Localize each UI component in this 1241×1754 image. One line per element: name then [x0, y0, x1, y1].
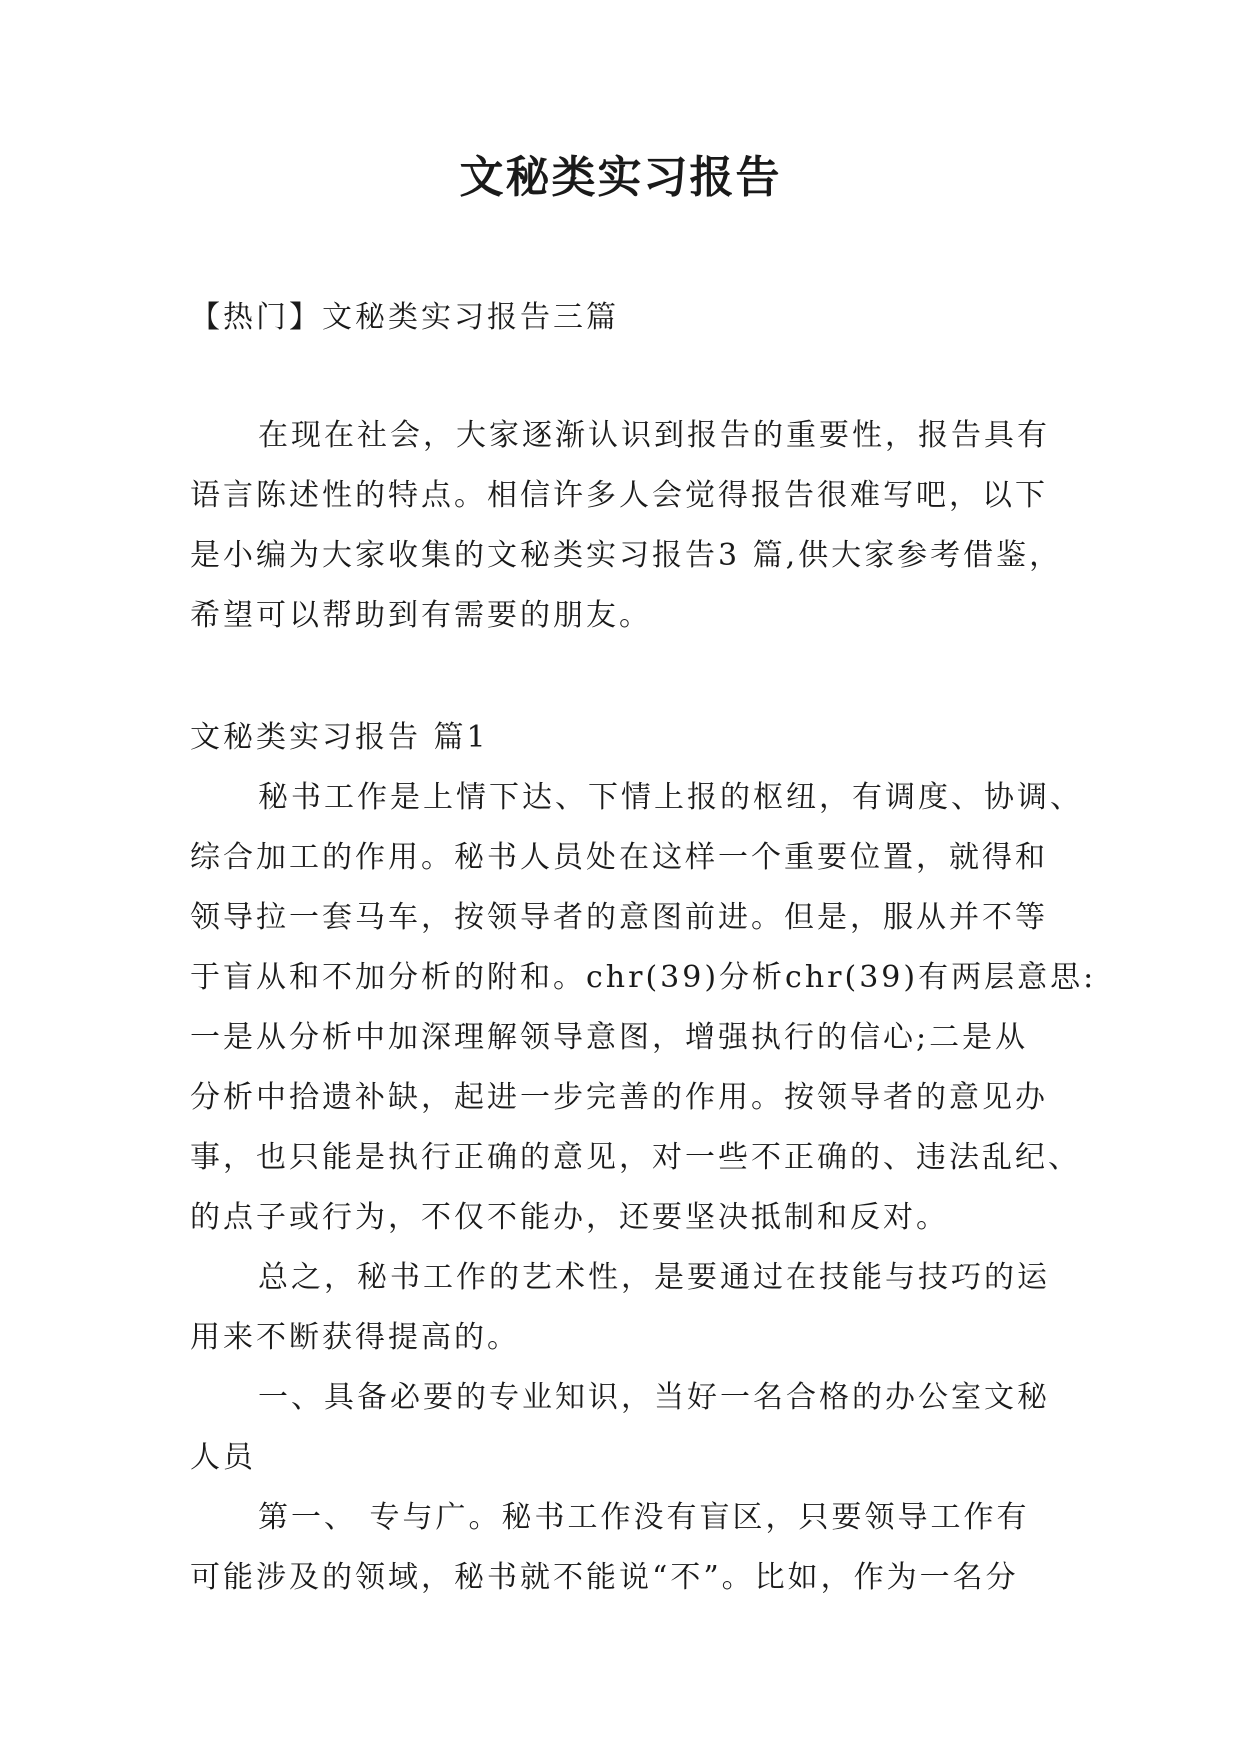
summary-paragraph: [190, 1248, 1055, 1368]
body-line: 一是从分析中加深理解领导意图，增强执行的信心;二是从: [190, 1020, 1029, 1055]
point-paragraph: [190, 1488, 1055, 1608]
section-paragraph: [190, 768, 1097, 1248]
document-title: 文秘类实习报告: [459, 152, 782, 203]
section-heading: 文秘类实习报告 篇1: [190, 720, 489, 755]
intro-line: 在现在社会，大家逐渐认识到报告的重要性，报告具有: [258, 418, 1050, 453]
subsection-heading: [190, 1368, 1055, 1488]
body-line: 总之，秘书工作的艺术性，是要通过在技能与技巧的运: [258, 1260, 1050, 1295]
body-line: 用来不断获得提高的。: [190, 1320, 520, 1355]
body-line: 第一、 专与广。秘书工作没有盲区，只要领导工作有: [258, 1500, 1030, 1535]
body-line: 于盲从和不加分析的附和。chr(39)分析chr(39)有两层意思:: [190, 960, 1097, 995]
body-line: 领导拉一套马车，按领导者的意图前进。但是，服从并不等: [190, 900, 1048, 935]
intro-line: 希望可以帮助到有需要的朋友。: [190, 598, 652, 633]
body-line: 可能涉及的领域，秘书就不能说“不”。比如，作为一名分: [190, 1560, 1019, 1595]
intro-line: 语言陈述性的特点。相信许多人会觉得报告很难写吧，以下: [190, 478, 1048, 513]
intro-line: 是小编为大家收集的文秘类实习报告3 篇,供大家参考借鉴，: [190, 538, 1063, 573]
intro-paragraph: [190, 406, 1063, 646]
body-line: 分析中拾遗补缺，起进一步完善的作用。按领导者的意见办: [190, 1080, 1048, 1115]
body-line: 一、具备必要的专业知识，当好一名合格的办公室文秘: [258, 1380, 1050, 1415]
body-line: 人员: [190, 1440, 256, 1475]
body-line: 事，也只能是执行正确的意见，对一些不正确的、违法乱纪、: [190, 1140, 1081, 1175]
document-body: [190, 288, 1097, 1608]
body-line: 综合加工的作用。秘书人员处在这样一个重要位置，就得和: [190, 840, 1048, 875]
body-line: 秘书工作是上情下达、下情上报的枢纽，有调度、协调、: [258, 780, 1083, 815]
body-line: 的点子或行为，不仅不能办，还要坚决抵制和反对。: [190, 1200, 949, 1235]
document-subtitle: 【热门】文秘类实习报告三篇: [190, 300, 619, 335]
